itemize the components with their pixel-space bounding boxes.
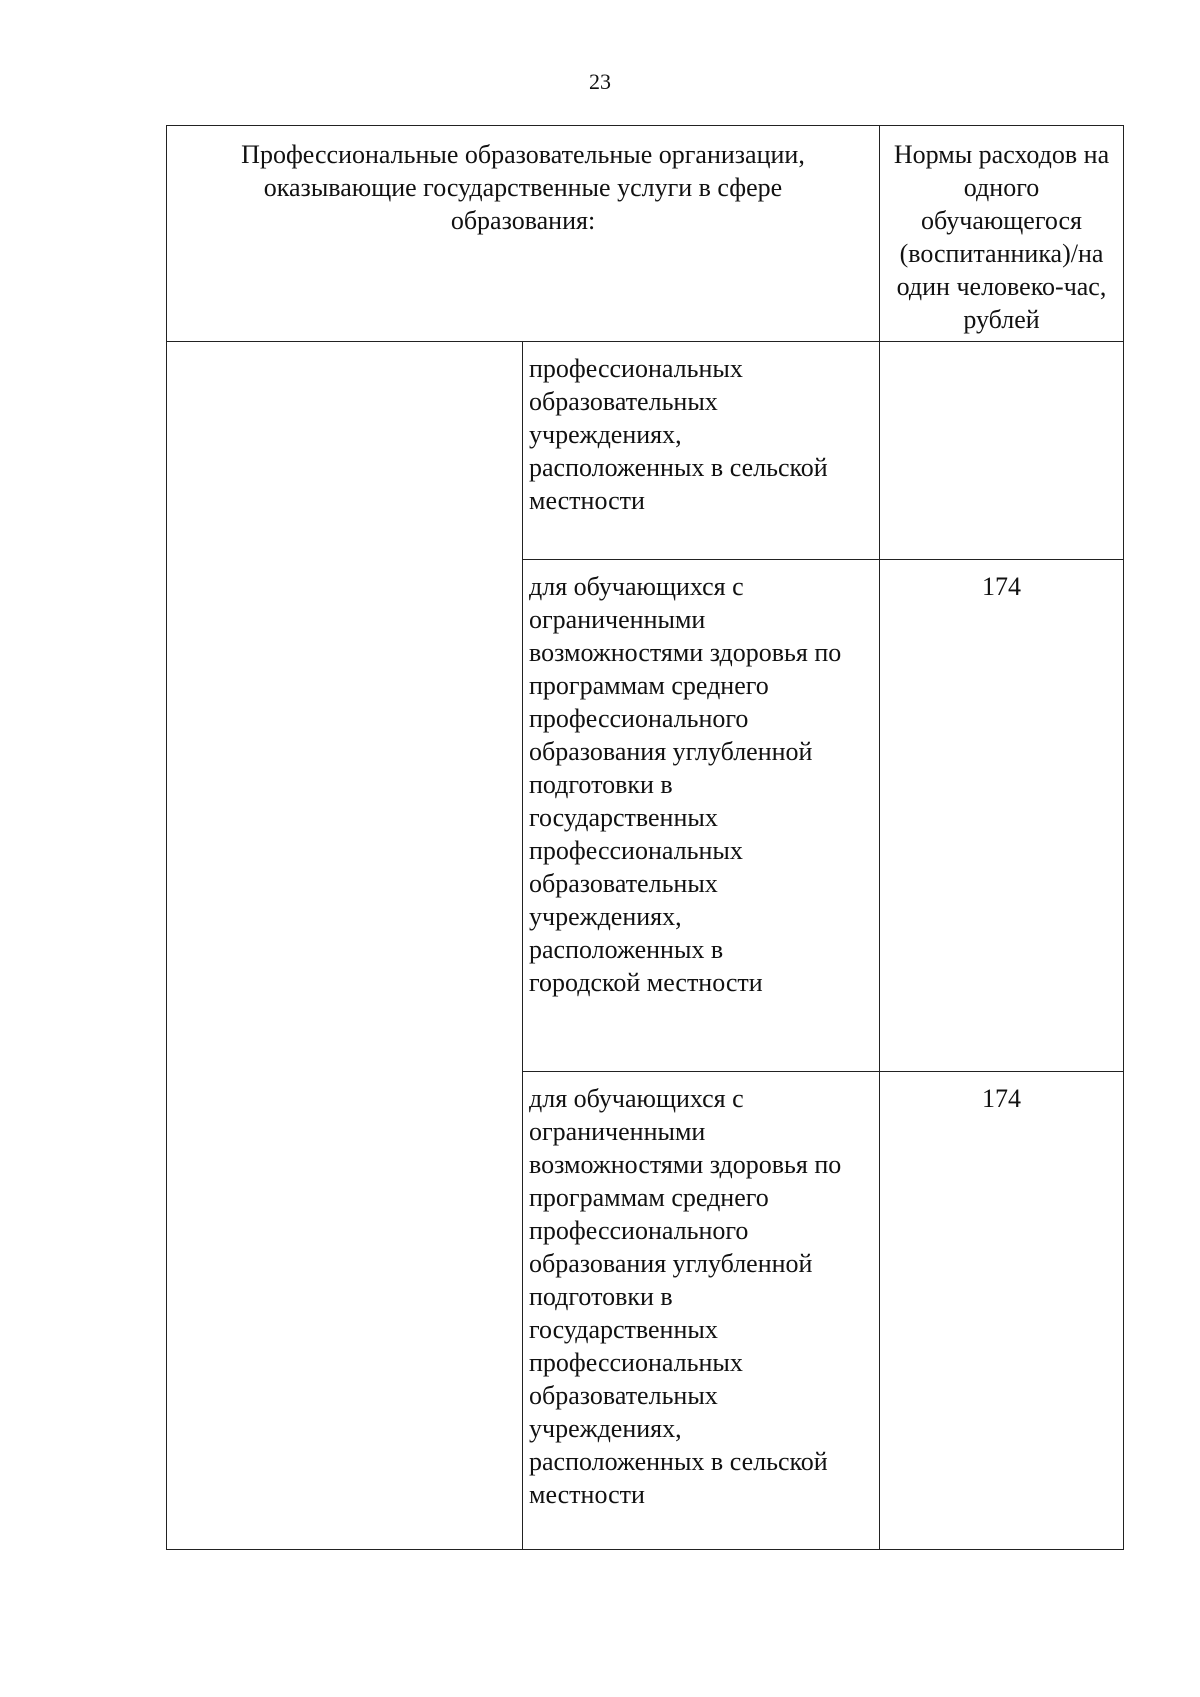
row-value	[880, 342, 1124, 560]
description-line: образования углубленной	[529, 1249, 813, 1278]
page-number: 23	[589, 69, 611, 94]
description-line: образовательных	[529, 1381, 718, 1410]
description-line: учреждениях,	[529, 420, 682, 449]
header-organizations: Профессиональные образовательные организации, оказывающие государственные услуги в сфере образования:	[167, 126, 880, 342]
description-line: для обучающихся с	[529, 572, 744, 601]
description-line: программам среднего	[529, 1183, 769, 1212]
description-line: государственных	[529, 803, 718, 832]
description-line: возможностями здоровья по	[529, 1150, 842, 1179]
description-line: городской местности	[529, 968, 763, 997]
description-line: подготовки в	[529, 770, 673, 799]
description-line: учреждениях,	[529, 1414, 682, 1443]
description-line: программам среднего	[529, 671, 769, 700]
row-description	[523, 342, 880, 560]
expense-norms-table	[166, 125, 1124, 1550]
description-line: образовательных	[529, 869, 718, 898]
description-line: возможностями здоровья по	[529, 638, 842, 667]
row-description	[523, 1072, 880, 1550]
description-line: образования углубленной	[529, 737, 813, 766]
description-line: профессионального	[529, 1216, 749, 1245]
description-line: ограниченными	[529, 1117, 706, 1146]
header-expense-norms: Нормы расходов на одного обучающегося (воспитанника)/на один человеко-час, рублей	[880, 126, 1124, 342]
table-header-row	[167, 126, 1124, 342]
row-value: 174	[880, 560, 1124, 1072]
row-value: 174	[880, 1072, 1124, 1550]
description-line: ограниченными	[529, 605, 706, 634]
description-line: подготовки в	[529, 1282, 673, 1311]
empty-merged-cell	[167, 342, 523, 1550]
description-line: учреждениях,	[529, 902, 682, 931]
description-line: расположенных в сельской	[529, 453, 828, 482]
description-line: для обучающихся с	[529, 1084, 744, 1113]
row-description	[523, 560, 880, 1072]
table-row	[167, 342, 1124, 560]
description-line: расположенных в	[529, 935, 724, 964]
description-line: местности	[529, 1480, 645, 1509]
description-line: образовательных	[529, 387, 718, 416]
description-line: расположенных в сельской	[529, 1447, 828, 1476]
description-line: государственных	[529, 1315, 718, 1344]
description-line: профессиональных	[529, 354, 743, 383]
description-line: профессиональных	[529, 836, 743, 865]
description-line: местности	[529, 486, 645, 515]
description-line: профессионального	[529, 704, 749, 733]
description-line: профессиональных	[529, 1348, 743, 1377]
